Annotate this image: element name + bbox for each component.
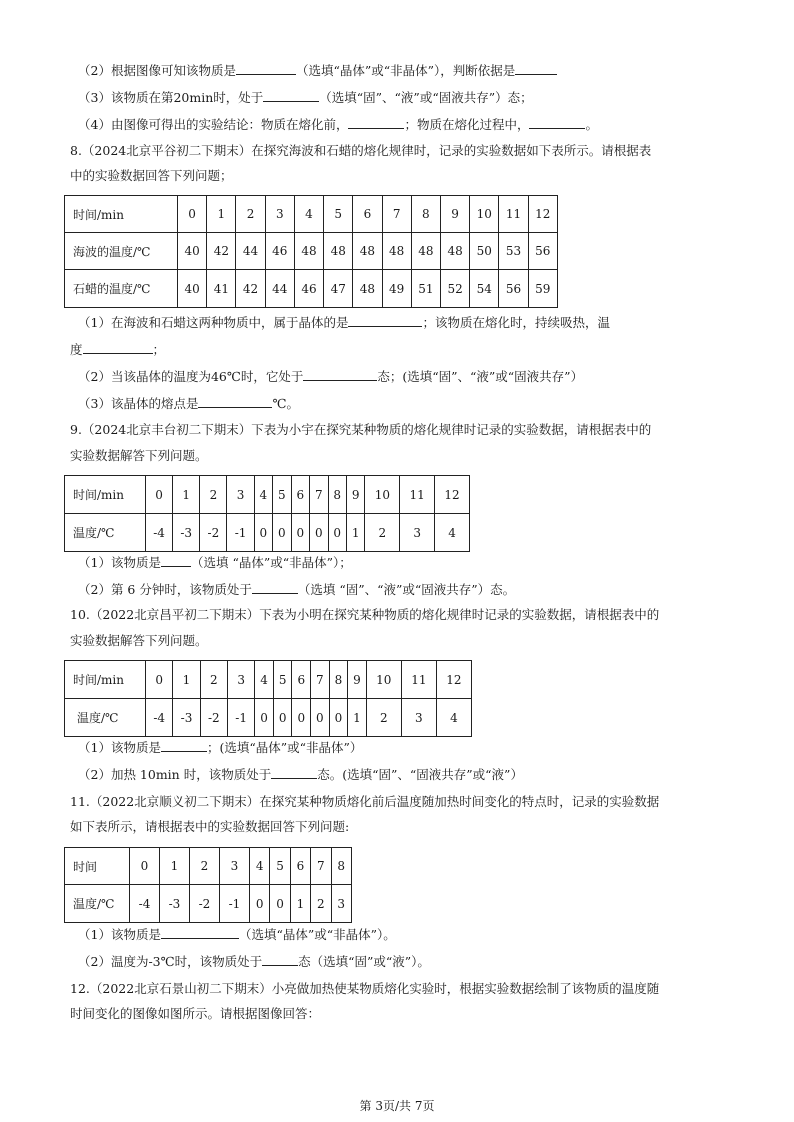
q8-row-time (65, 196, 558, 233)
table-cell: -3 (173, 699, 200, 737)
answer-blank[interactable] (236, 61, 296, 75)
answer-blank[interactable] (262, 952, 298, 966)
table-cell: 7 (310, 476, 328, 514)
table-cell: 48 (353, 233, 382, 270)
q8-part1: （1）在海波和石蜡这两种物质中，属于晶体的是 ；该物质在熔化时，持续吸热，温 (78, 315, 610, 330)
answer-blank[interactable] (161, 738, 207, 752)
q10-part1: （1）该物质是 ；(选填“晶体”或“非晶体”） (78, 740, 363, 755)
table-cell: 56 (528, 233, 557, 270)
table-cell: 6 (291, 476, 309, 514)
table-cell: 0 (254, 514, 272, 552)
table-cell: 48 (294, 233, 323, 270)
table-cell: 8 (329, 661, 348, 699)
table-cell: 3 (400, 514, 435, 552)
q9-stem-line2: 实验数据解答下列问题。 (70, 448, 208, 463)
table-cell: 7 (382, 196, 411, 233)
table-cell: 4 (249, 848, 269, 885)
table-cell: 0 (273, 514, 291, 552)
q8-part2: （2）当该晶体的温度为46℃时，它处于 态；(选填“固”、“液”或“固液共存”） (78, 369, 584, 384)
table-cell: 0 (273, 699, 292, 737)
answer-blank[interactable] (263, 88, 319, 102)
q11-part1: （1）该物质是 （选填“晶体”或“非晶体”）。 (78, 927, 396, 942)
table-cell: 48 (353, 270, 382, 308)
q8-row-haibo (65, 233, 558, 270)
answer-blank[interactable] (83, 340, 153, 354)
q10-row-time (65, 661, 472, 699)
table-cell: 12 (435, 476, 470, 514)
q11-row-temp (65, 885, 352, 923)
table-cell: 4 (255, 661, 274, 699)
table-cell: 0 (291, 514, 309, 552)
table-cell: 10 (366, 661, 401, 699)
q9-part1: （1）该物质是 （选填 “晶体”或“非晶体”）； (78, 555, 352, 570)
row-label: 温度/℃ (65, 699, 146, 737)
q9-row-temp (65, 514, 470, 552)
answer-blank[interactable] (271, 765, 317, 779)
table-cell: 48 (411, 233, 440, 270)
table-cell: 49 (382, 270, 411, 308)
table-cell: 1 (346, 514, 364, 552)
table-cell: -1 (227, 514, 254, 552)
table-cell: 7 (311, 661, 330, 699)
table-cell: 11 (400, 476, 435, 514)
table-cell: 41 (207, 270, 236, 308)
q8-data-table (64, 195, 558, 308)
answer-blank[interactable] (303, 367, 377, 381)
row-label: 石蜡的温度/℃ (65, 270, 178, 308)
table-cell: 10 (365, 476, 400, 514)
table-cell: 46 (265, 233, 294, 270)
table-cell: 0 (249, 885, 269, 923)
row-label: 时间/min (65, 196, 178, 233)
answer-blank[interactable] (515, 61, 557, 75)
table-cell: 4 (436, 699, 471, 737)
answer-blank[interactable] (161, 553, 191, 567)
table-cell: 11 (401, 661, 436, 699)
table-cell: 59 (528, 270, 557, 308)
table-cell: 44 (236, 233, 265, 270)
table-cell: 12 (436, 661, 471, 699)
table-cell: 0 (311, 699, 330, 737)
table-cell: -4 (146, 514, 173, 552)
table-cell: 4 (294, 196, 323, 233)
table-cell: 42 (236, 270, 265, 308)
table-cell: 9 (348, 661, 367, 699)
table-cell: 0 (292, 699, 311, 737)
table-cell: 4 (435, 514, 470, 552)
table-cell: 1 (207, 196, 236, 233)
table-cell: 46 (294, 270, 323, 308)
row-label: 时间 (65, 848, 130, 885)
table-cell: 47 (324, 270, 353, 308)
table-cell: -4 (130, 885, 160, 923)
table-cell: 42 (207, 233, 236, 270)
table-cell: -1 (227, 699, 254, 737)
q11-stem-line2: 如下表所示，请根据表中的实验数据回答下列问题: (70, 819, 350, 834)
table-cell: 5 (273, 476, 291, 514)
table-cell: 44 (265, 270, 294, 308)
table-cell: 8 (411, 196, 440, 233)
table-cell: 10 (470, 196, 499, 233)
table-cell: 0 (270, 885, 290, 923)
table-cell: 8 (328, 476, 346, 514)
table-cell: 1 (290, 885, 310, 923)
table-cell: 3 (219, 848, 249, 885)
table-cell: 7 (311, 848, 331, 885)
table-cell: -2 (200, 699, 227, 737)
table-cell: 52 (440, 270, 469, 308)
q7-part3: （3）该物质在第20min时，处于 （选填“固”、“液”或“固液共存”）态； (78, 90, 533, 105)
table-cell: 5 (324, 196, 353, 233)
table-cell: 0 (329, 699, 348, 737)
table-cell: -2 (189, 885, 219, 923)
table-cell: 9 (440, 196, 469, 233)
row-label: 温度/℃ (65, 514, 146, 552)
answer-blank[interactable] (252, 580, 298, 594)
answer-blank[interactable] (348, 313, 422, 327)
q9-row-time (65, 476, 470, 514)
table-cell: 12 (528, 196, 557, 233)
q9-data-table (64, 475, 470, 552)
row-label: 海波的温度/℃ (65, 233, 178, 270)
table-cell: -3 (159, 885, 189, 923)
q10-part2: （2）加热 10min 时，该物质处于 态。(选填“固”、“固液共存”或“液”） (78, 767, 523, 782)
table-cell: 0 (178, 196, 207, 233)
q12-stem-line2: 时间变化的图像如图所示。请根据图像回答： (70, 1006, 321, 1021)
table-cell: 0 (255, 699, 274, 737)
table-cell: 11 (499, 196, 528, 233)
table-cell: 2 (311, 885, 331, 923)
table-cell: -4 (146, 699, 173, 737)
table-cell: 3 (401, 699, 436, 737)
table-cell: 8 (331, 848, 352, 885)
row-label: 温度/℃ (65, 885, 130, 923)
table-cell: 6 (292, 661, 311, 699)
table-cell: 0 (146, 661, 173, 699)
q7-part4: （4）由图像可得出的实验结论：物质在熔化前， ；物质在熔化过程中， 。 (78, 117, 598, 132)
table-cell: 51 (411, 270, 440, 308)
row-label: 时间/min (65, 661, 146, 699)
q10-data-table (64, 660, 472, 737)
q12-stem-line1: 12.（2022北京石景山初二下期末）小亮做加热使某物质熔化实验时，根据实验数据绘制了该物质的温度随 (70, 981, 660, 996)
row-label: 时间/min (65, 476, 146, 514)
table-cell: 1 (348, 699, 367, 737)
table-cell: 6 (353, 196, 382, 233)
table-cell: -1 (219, 885, 249, 923)
table-cell: 48 (382, 233, 411, 270)
answer-blank[interactable] (198, 394, 272, 408)
table-cell: -2 (200, 514, 227, 552)
table-cell: 56 (499, 270, 528, 308)
q10-row-temp (65, 699, 472, 737)
table-cell: 0 (130, 848, 160, 885)
table-cell: 2 (366, 699, 401, 737)
q11-data-table (64, 847, 352, 923)
table-cell: 3 (227, 476, 254, 514)
table-cell: 4 (254, 476, 272, 514)
table-cell: 5 (270, 848, 290, 885)
table-cell: -3 (173, 514, 200, 552)
q8-part3: （3）该晶体的熔点是 ℃。 (78, 396, 299, 411)
table-cell: 53 (499, 233, 528, 270)
table-cell: 3 (227, 661, 254, 699)
q8-stem-line2: 中的实验数据回答下列问题； (70, 168, 233, 183)
table-cell: 40 (178, 270, 207, 308)
table-cell: 1 (173, 661, 200, 699)
table-cell: 2 (236, 196, 265, 233)
table-cell: 0 (146, 476, 173, 514)
table-cell: 1 (173, 476, 200, 514)
table-cell: 48 (440, 233, 469, 270)
q10-stem-line2: 实验数据解答下列问题。 (70, 633, 208, 648)
q8-part1-cont: 度 ； (70, 342, 166, 357)
q11-row-time (65, 848, 352, 885)
answer-blank[interactable] (348, 115, 404, 129)
table-cell: 5 (273, 661, 292, 699)
table-cell: 2 (365, 514, 400, 552)
q9-stem-line1: 9.（2024北京丰台初二下期末）下表为小宇在探究某种物质的熔化规律时记录的实验数据，请根据表中的 (70, 422, 652, 437)
q9-part2: （2）第 6 分钟时，该物质处于 （选填 “固”、“液”或“固液共存”）态。 (78, 582, 516, 597)
q11-part2: （2）温度为-3℃时，该物质处于 态（选填“固”或“液”）。 (78, 954, 430, 969)
page-number: 第 3页/共 7页 (359, 1099, 435, 1113)
table-cell: 3 (331, 885, 352, 923)
table-cell: 1 (159, 848, 189, 885)
answer-blank[interactable] (529, 115, 585, 129)
table-cell: 3 (265, 196, 294, 233)
answer-blank[interactable] (161, 925, 239, 939)
q8-row-shila (65, 270, 558, 308)
table-cell: 2 (189, 848, 219, 885)
table-cell: 2 (200, 476, 227, 514)
q11-stem-line1: 11.（2022北京顺义初二下期末）在探究某种物质熔化前后温度随加热时间变化的特点时，记录的实验数据 (70, 794, 660, 809)
table-cell: 50 (470, 233, 499, 270)
table-cell: 0 (310, 514, 328, 552)
q10-stem-line1: 10.（2022北京昌平初二下期末）下表为小明在探究某种物质的熔化规律时记录的实验数据，请根据表中的 (70, 607, 660, 622)
q8-stem-line1: 8.（2024北京平谷初二下期末）在探究海波和石蜡的熔化规律时，记录的实验数据如下表所示。请根据表 (70, 143, 652, 158)
q7-part2: （2）根据图像可知该物质是 （选填“晶体”或“非晶体”），判断依据是 (78, 61, 557, 80)
table-cell: 54 (470, 270, 499, 308)
table-cell: 48 (324, 233, 353, 270)
table-cell: 6 (290, 848, 310, 885)
table-cell: 9 (346, 476, 364, 514)
table-cell: 0 (328, 514, 346, 552)
table-cell: 40 (178, 233, 207, 270)
table-cell: 2 (200, 661, 227, 699)
